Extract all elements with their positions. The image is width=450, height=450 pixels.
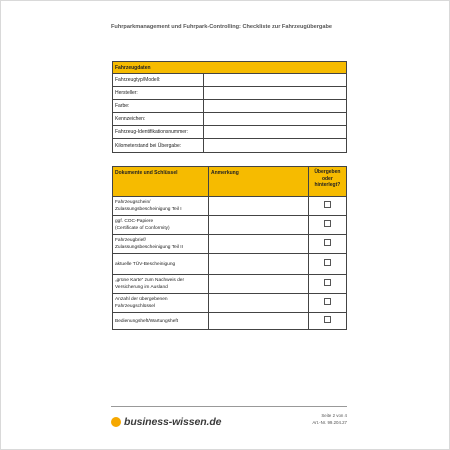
vehicle-field-label: Kilometerstand bei Übergabe: (113, 139, 204, 152)
remark-cell[interactable] (208, 294, 308, 313)
checkbox-cell (308, 254, 346, 275)
vehicle-field-value[interactable] (204, 126, 347, 139)
vehicle-table-header-row (113, 62, 347, 74)
vehicle-data-table (112, 61, 347, 153)
table-row (113, 216, 347, 235)
checkbox[interactable] (324, 220, 331, 227)
table-row (113, 235, 347, 254)
checkbox[interactable] (324, 259, 331, 266)
logo-text: business-wissen.de (124, 416, 222, 428)
table-row (113, 74, 347, 87)
brand-logo (111, 415, 221, 429)
column-header-remark: Anmerkung (208, 167, 308, 197)
document-item-line: aktuelle TÜV-Bescheinigung (115, 261, 176, 267)
remark-cell[interactable] (208, 235, 308, 254)
table-row (113, 113, 347, 126)
checkbox-cell (308, 235, 346, 254)
document-item (113, 216, 209, 235)
table-row (113, 254, 347, 275)
vehicle-field-value[interactable] (204, 113, 347, 126)
vehicle-field-label: Kennzeichen: (113, 113, 204, 126)
checkbox-cell (308, 313, 346, 330)
document-item (113, 275, 209, 294)
vehicle-field-label: Hersteller: (113, 87, 204, 100)
document-item-line: Versicherung im Ausland (115, 285, 168, 290)
remark-cell[interactable] (208, 197, 308, 216)
vehicle-field-value[interactable] (204, 87, 347, 100)
checkbox[interactable] (324, 298, 331, 305)
remark-cell[interactable] (208, 313, 308, 330)
checkbox-cell (308, 294, 346, 313)
document-item (113, 235, 209, 254)
table-row (113, 139, 347, 152)
vehicle-field-label: Fahrzeug-Identifikationsnummer: (113, 126, 204, 139)
checkbox[interactable] (324, 316, 331, 323)
table-row (113, 126, 347, 139)
document-item-line: (Certificate of Conformity) (115, 226, 170, 231)
column-header-handed-over (308, 167, 346, 197)
table-row (113, 294, 347, 313)
table-row (113, 313, 347, 330)
checkbox[interactable] (324, 201, 331, 208)
document-item (113, 313, 209, 330)
table-row (113, 275, 347, 294)
checkbox-cell (308, 275, 346, 294)
column-header-documents: Dokumente und Schlüssel (113, 167, 209, 197)
document-item-line: Fahrzeugschein/ (115, 200, 151, 205)
checkbox-cell (308, 197, 346, 216)
header-line: hinterlegt? (314, 182, 341, 188)
vehicle-field-label: Fahrzeugtyp/Modell: (113, 74, 204, 87)
page-meta (312, 412, 347, 426)
remark-cell[interactable] (208, 216, 308, 235)
vehicle-field-value[interactable] (204, 74, 347, 87)
table-row (113, 197, 347, 216)
logo-dot-icon (111, 417, 121, 427)
document-item (113, 294, 209, 313)
table-row (113, 100, 347, 113)
vehicle-field-value[interactable] (204, 139, 347, 152)
document-title: Fuhrparkmanagement und Fuhrpark-Controlling: Checkliste zur Fahrzeugübergabe (111, 24, 332, 30)
documents-keys-table (112, 166, 347, 330)
vehicle-field-label: Farbe: (113, 100, 204, 113)
checkbox-cell (308, 216, 346, 235)
document-item-line: Zulassungsbescheinigung Teil II (115, 245, 183, 250)
remark-cell[interactable] (208, 275, 308, 294)
table-row (113, 87, 347, 100)
page-number: Seite 2 von 4 (321, 413, 347, 418)
footer-divider (111, 406, 347, 407)
document-item-line: Fahrzeugbrief/ (115, 238, 146, 243)
document-item-line: Anzahl der übergebenen (115, 297, 168, 302)
document-item-line: Zulassungsbescheinigung Teil I (115, 207, 182, 212)
vehicle-field-value[interactable] (204, 100, 347, 113)
remark-cell[interactable] (208, 254, 308, 275)
document-item-line: „grüne Karte“ zum Nachweis der (115, 278, 185, 283)
document-item-line: ggf. COC-Papiere (115, 219, 154, 224)
document-item (113, 197, 209, 216)
checkbox[interactable] (324, 279, 331, 286)
document-item (113, 254, 209, 275)
checkbox[interactable] (324, 239, 331, 246)
article-number: Art.-Nr. 99.204.27 (312, 420, 347, 425)
document-item-line: Bedienungsheft/Wartungsheft (115, 318, 179, 324)
vehicle-table-header: Fahrzeugdaten (113, 62, 347, 74)
documents-table-header-row (113, 167, 347, 197)
header-line: Übergeben (314, 169, 341, 175)
document-item-line: Fahrzeugschlüssel (115, 304, 155, 309)
header-line: oder (321, 175, 333, 182)
